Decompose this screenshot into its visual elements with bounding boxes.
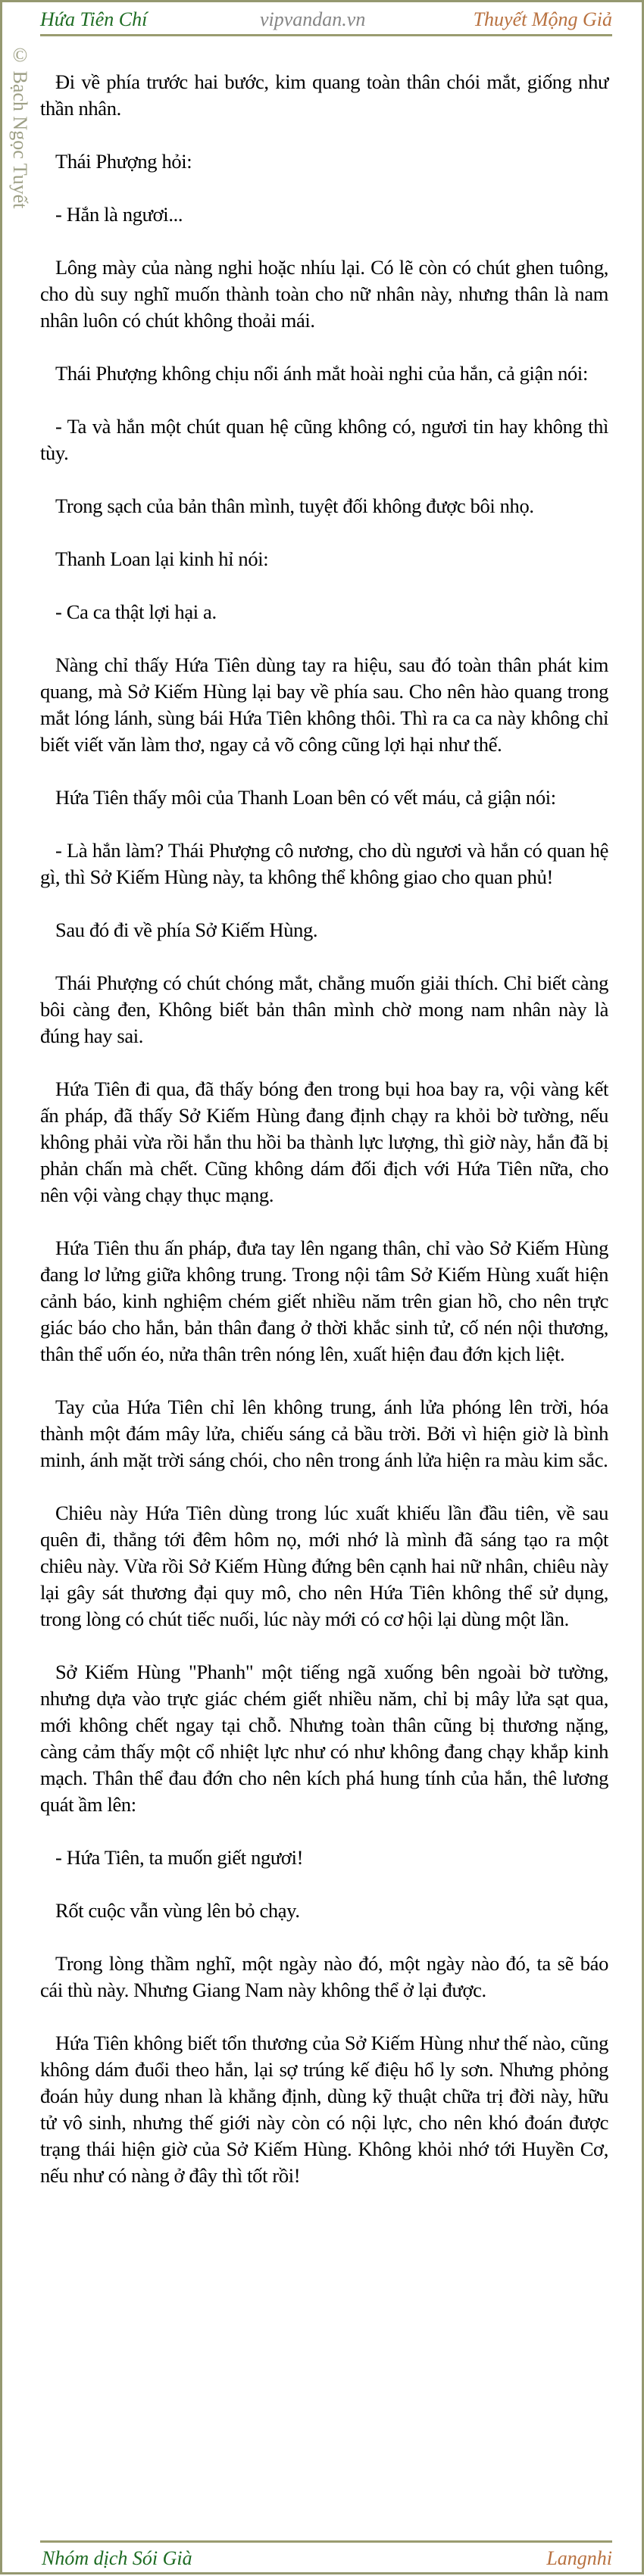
paragraph: - Hắn là ngươi... [55, 203, 183, 226]
site-name: vipvandan.vn [260, 8, 366, 30]
paragraph: Sở Kiếm Hùng "Phanh" một tiếng ngã xuống bên ngoài bờ tường, nhưng dựa vào trực giác chém giết nhiều năm, chỉ bị mây lửa sạt qua, mới không chết ngay tại chỗ. Nhưng toàn thân cũng bị thương nặng, càng cảm thấy một cổ nhiệt lực như có như không đang chạy khắp kinh mạch. Thân thể đau đớn cho nên kích phá hung tính của hắn, thê lương quát ầm lên: [40, 1661, 608, 1816]
book-title: Hứa Tiên Chí [40, 8, 148, 30]
translator-name: Langnhi [546, 2547, 612, 2569]
paragraph: Tay của Hứa Tiên chỉ lên không trung, ánh lửa phóng lên trời, hóa thành một đám mây lửa, chiếu sáng cả bầu trời. Bởi vì hiện giờ là bình minh, ánh mặt trời sáng chói, cho nên trong ánh lửa hiện ra màu kim sắc. [40, 1396, 608, 1471]
page-footer [40, 2540, 612, 2576]
chapter-text [40, 69, 608, 2216]
copyright-watermark: © Bạch Ngọc Tuyết [9, 44, 31, 209]
paragraph: Sau đó đi về phía Sở Kiếm Hùng. [55, 918, 318, 941]
author-name: Thuyết Mộng Giả [473, 8, 612, 30]
paragraph: Thanh Loan lại kinh hỉ nói: [55, 547, 269, 570]
paragraph: Trong lòng thầm nghĩ, một ngày nào đó, một ngày nào đó, ta sẽ báo cái thù này. Nhưng Giang Nam này không thể ở lại được. [40, 1952, 608, 2001]
paragraph: Thái Phượng không chịu nổi ánh mắt hoài nghi của hắn, cả giận nói: [55, 362, 588, 385]
paragraph: - Là hắn làm? Thái Phượng cô nương, cho dù ngươi và hắn có quan hệ gì, thì Sở Kiếm Hùng này, ta không thể không giao cho quan phủ! [40, 839, 608, 888]
paragraph: Chiêu này Hứa Tiên dùng trong lúc xuất khiếu lần đầu tiên, về sau quên đi, thẳng tới đêm hôm nọ, mới nhớ là mình đã sáng tạo ra một chiêu này. Vừa rồi Sở Kiếm Hùng đứng bên cạnh hai nữ nhân, chiêu này lại gây sát thương đại quy mô, cho nên Hứa Tiên không thể sử dụng, trong lòng có chút tiếc nuối, lúc này mới có cơ hội lại dùng một lần. [40, 1502, 608, 1630]
translation-group: Nhóm dịch Sói Già [42, 2547, 192, 2569]
paragraph: Hứa Tiên thu ấn pháp, đưa tay lên ngang thân, chỉ vào Sở Kiếm Hùng đang lơ lửng giữa không trung. Trong nội tâm Sở Kiếm Hùng xuất hiện cảnh báo, kinh nghiệm chém giết nhiều năm trên gian hồ, cho nên trực giác báo cho hắn, bản thân đang ở thời khắc sinh tử, cố nén nội thương, thân thể uốn éo, nửa thân trên nóng lên, xuất hiện đau đớn kịch liệt. [40, 1237, 608, 1365]
paragraph: Rốt cuộc vẫn vùng lên bỏ chạy. [55, 1899, 300, 1922]
paragraph: Thái Phượng có chút chóng mắt, chẳng muốn giải thích. Chỉ biết càng bôi càng đen, Không biết bản thân mình chờ mong nam nhân này là đúng hay sai. [40, 971, 608, 1047]
paragraph: Hứa Tiên không biết tổn thương của Sở Kiếm Hùng như thế nào, cũng không dám đuổi theo hắn, lại sợ trúng kế điệu hổ ly sơn. Nhưng phỏng đoán hủy dung nhan là khẳng định, dùng kỹ thuật chữa trị đời này, hữu tử vô sinh, nhưng thế giới này còn có nội lực, cho nên khó đoán được trạng thái hiện giờ của Sở Kiếm Hùng. Không khỏi nhớ tới Huyền Cơ, nếu như có nàng ở đây thì tốt rồi! [40, 2032, 608, 2187]
paragraph: Hứa Tiên thấy môi của Thanh Loan bên có vết máu, cả giận nói: [55, 786, 556, 809]
paragraph: Thái Phượng hỏi: [55, 150, 192, 173]
paragraph: Trong sạch của bản thân mình, tuyệt đối không được bôi nhọ. [55, 494, 534, 517]
paragraph: Đi về phía trước hai bước, kim quang toàn thân chói mắt, giống như thần nhân. [40, 70, 608, 120]
paragraph: - Hứa Tiên, ta muốn giết ngươi! [55, 1846, 304, 1869]
paragraph: Lông mày của nàng nghi hoặc nhíu lại. Có lẽ còn có chút ghen tuông, cho dù suy nghĩ muốn thành toàn cho nữ nhân này, nhưng thân là nam nhân luôn có chút không thoải mái. [40, 256, 608, 332]
paragraph: Nàng chỉ thấy Hứa Tiên dùng tay ra hiệu, sau đó toàn thân phát kim quang, mà Sở Kiếm Hùng lại bay về phía sau. Cho nên hào quang trong mắt lóng lánh, sùng bái Hứa Tiên không thôi. Thì ra ca ca này không chỉ biết viết văn làm thơ, ngay cả võ công cũng lợi hại như thế. [40, 653, 608, 756]
page-header [40, 5, 612, 36]
paragraph: - Ca ca thật lợi hại a. [55, 600, 217, 623]
paragraph: - Ta và hắn một chút quan hệ cũng không có, ngươi tin hay không thì tùy. [40, 415, 608, 464]
paragraph: Hứa Tiên đi qua, đã thấy bóng đen trong bụi hoa bay ra, vội vàng kết ấn pháp, đã thấy Sở Kiếm Hùng đang định chạy ra khỏi bờ tường, nếu không phải vừa rồi hắn thu hồi ba thành lực lượng, thì giờ này, hắn đã bị phản chấn mà chết. Cũng không dám đối địch với Hứa Tiên nữa, cho nên vội vàng chạy thục mạng. [40, 1077, 608, 1206]
